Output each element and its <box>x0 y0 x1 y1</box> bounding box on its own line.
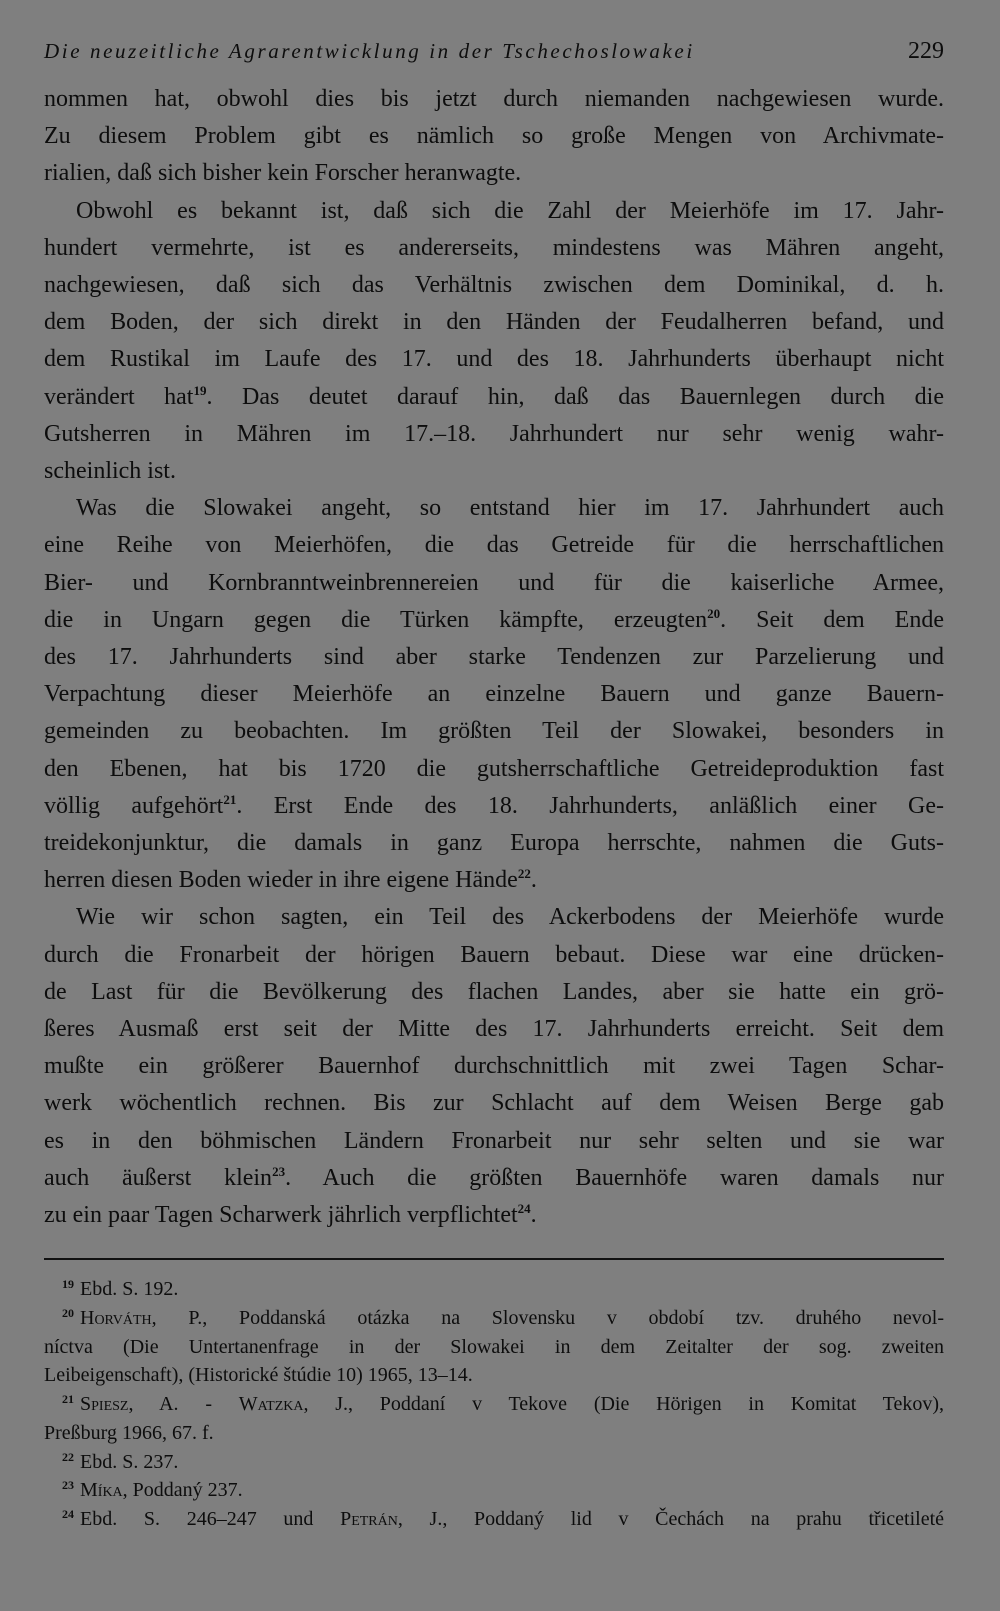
footnote-22 <box>44 1448 944 1477</box>
text-fragment: . <box>530 867 537 894</box>
text-line: dem Boden, der sich direkt in den Händen der Feudalherren befand, und <box>44 309 944 336</box>
text-fragment: . Das deutet darauf hin, daß das Bauernlegen durch die <box>206 383 945 410</box>
text-line <box>44 379 944 416</box>
footnote-rule <box>44 1258 944 1260</box>
text-fragment: zu ein paar Tagen Scharwerk jährlich verpflichtet <box>44 1202 518 1229</box>
text-line <box>44 788 944 825</box>
text-line: de Last für die Bevölkerung des flachen Landes, aber sie hatte ein grö- <box>44 978 944 1005</box>
author-name: Watzka <box>238 1393 304 1416</box>
text-line: Bier- und Kornbranntweinbrennereien und für die kaiserliche Armee, <box>44 569 944 596</box>
body-text <box>44 81 944 1234</box>
text-line: nachgewiesen, daß sich das Verhältnis zwischen dem Dominikal, d. h. <box>44 272 944 299</box>
author-name: Míka <box>80 1479 123 1502</box>
text-line: gemeinden zu beobachten. Im größten Teil der Slowakei, besonders in <box>44 718 944 745</box>
paragraph-3 <box>44 490 944 899</box>
text-fragment: auch äußerst klein <box>44 1164 273 1191</box>
author-name: Spiesz <box>80 1393 129 1416</box>
page-number: 229 <box>908 38 944 64</box>
text-fragment: . Erst Ende des 18. Jahrhunderts, anläßlich einer Ge- <box>236 792 944 819</box>
running-title: Die neuzeitliche Agrarentwicklung in der Tschechoslowakei <box>44 39 695 63</box>
text-line: es in den böhmischen Ländern Fronarbeit nur sehr selten und sie war <box>44 1127 944 1154</box>
text-fragment: herren diesen Boden wieder in ihre eigene Hände <box>44 867 518 894</box>
footnote-line: Preßburg 1966, 67. f. <box>44 1421 214 1444</box>
footnote-line: níctva (Die Untertanenfrage in der Slowakei in dem Zeitalter der sog. zweiten <box>44 1335 944 1358</box>
text-line <box>44 862 944 899</box>
footnote-line <box>44 1448 944 1477</box>
text-fragment: . <box>530 1202 537 1229</box>
text-line: rialien, daß sich bisher kein Forscher heranwagte. <box>44 160 522 187</box>
footnote-line <box>44 1304 944 1333</box>
text-fragment: . Seit dem Ende <box>720 606 944 633</box>
footnote-text: Ebd. S. 246–247 und <box>80 1507 341 1530</box>
text-line: nommen hat, obwohl dies bis jetzt durch niemanden nachgewiesen wurde. <box>44 86 944 112</box>
footnote-23 <box>44 1476 944 1505</box>
footnote-text: , J., Poddaný lid v Čechách na prahu třicetileté <box>397 1507 944 1530</box>
running-head <box>44 38 944 78</box>
text-line: mußte ein größerer Bauernhof durchschnittlich mit zwei Tagen Schar- <box>44 1053 944 1080</box>
footnote-24 <box>44 1505 944 1534</box>
text-fragment: völlig aufgehört <box>44 792 224 819</box>
footnote-number: 23 <box>62 1478 74 1493</box>
footnote-ref: 23 <box>272 1163 286 1179</box>
footnotes <box>44 1275 944 1533</box>
footnote-number: 20 <box>62 1306 74 1320</box>
footnote-ref: 22 <box>517 866 531 882</box>
footnote-number: 24 <box>62 1506 74 1521</box>
text-line: Obwohl es bekannt ist, daß sich die Zahl der Meierhöfe im 17. Jahr- <box>76 197 944 224</box>
footnote-text: Ebd. S. 237. <box>80 1450 179 1473</box>
footnote-line <box>44 1505 944 1534</box>
author-name: Petrán <box>340 1507 398 1530</box>
text-line <box>44 1197 944 1234</box>
footnote-text: Ebd. S. 192. <box>80 1278 179 1301</box>
author-name: Horváth <box>80 1307 152 1329</box>
text-line: hundert vermehrte, ist es andererseits, mindestens was Mähren angeht, <box>44 234 944 261</box>
footnote-line <box>44 1476 944 1505</box>
footnote-number: 22 <box>62 1449 74 1464</box>
book-page <box>44 38 944 1534</box>
text-fragment: . Auch die größten Bauernhöfe waren damals nur <box>285 1164 944 1191</box>
footnote-19 <box>44 1275 944 1304</box>
footnote-ref: 24 <box>517 1201 531 1217</box>
text-line: Verpachtung dieser Meierhöfe an einzelne Bauern und ganze Bauern- <box>44 681 944 708</box>
footnote-20 <box>44 1304 944 1390</box>
text-line: dem Rustikal im Laufe des 17. und des 18. Jahrhunderts überhaupt nicht <box>44 346 944 373</box>
footnote-text: , P., Poddanská otázka na Slovensku v období tzv. druhého nevol- <box>151 1307 944 1329</box>
footnote-line: Leibeigenschaft), (Historické štúdie 10) 1965, 13–14. <box>44 1364 473 1387</box>
text-fragment: die in Ungarn gegen die Türken kämpfte, erzeugten <box>44 606 708 633</box>
footnote-text: , Poddaný 237. <box>122 1479 243 1502</box>
footnote-21 <box>44 1390 944 1447</box>
text-line <box>44 602 944 639</box>
text-line: den Ebenen, hat bis 1720 die gutsherrschaftliche Getreideproduktion fast <box>44 755 944 782</box>
footnote-number: 19 <box>62 1277 74 1292</box>
text-line: des 17. Jahrhunderts sind aber starke Tendenzen zur Parzelierung und <box>44 644 944 671</box>
footnote-ref: 20 <box>707 605 721 621</box>
text-line: Zu diesem Problem gibt es nämlich so große Mengen von Archivmate- <box>44 123 944 150</box>
text-line: Was die Slowakei angeht, so entstand hier im 17. Jahrhundert auch <box>76 495 944 522</box>
text-line: durch die Fronarbeit der hörigen Bauern bebaut. Diese war eine drücken- <box>44 941 944 968</box>
text-line <box>44 1160 944 1197</box>
text-line: treidekonjunktur, die damals in ganz Europa herrschte, nahmen die Guts- <box>44 830 944 857</box>
text-line: werk wöchentlich rechnen. Bis zur Schlacht auf dem Weisen Berge gab <box>44 1090 944 1117</box>
text-line: ßeres Ausmaß erst seit der Mitte des 17. Jahrhunderts erreicht. Seit dem <box>44 1016 944 1043</box>
text-line: Gutsherren in Mähren im 17.–18. Jahrhundert nur sehr wenig wahr- <box>44 420 944 447</box>
paragraph-2 <box>44 193 944 491</box>
footnote-ref: 19 <box>193 382 207 398</box>
footnote-line <box>44 1275 944 1304</box>
footnote-ref: 21 <box>223 791 237 807</box>
paragraph-4 <box>44 899 944 1234</box>
text-line: eine Reihe von Meierhöfen, die das Getreide für die herrschaftlichen <box>44 532 944 559</box>
footnote-number: 21 <box>62 1392 74 1407</box>
text-line: Wie wir schon sagten, ein Teil des Ackerbodens der Meierhöfe wurde <box>76 904 944 931</box>
text-line: scheinlich ist. <box>44 458 176 485</box>
footnote-line <box>44 1390 944 1419</box>
footnote-text: , A. - <box>128 1393 239 1416</box>
footnote-text: , J., Poddaní v Tekove (Die Hörigen in Komitat Tekov), <box>303 1393 944 1416</box>
paragraph-1 <box>44 81 944 193</box>
text-fragment: verändert hat <box>44 383 194 410</box>
